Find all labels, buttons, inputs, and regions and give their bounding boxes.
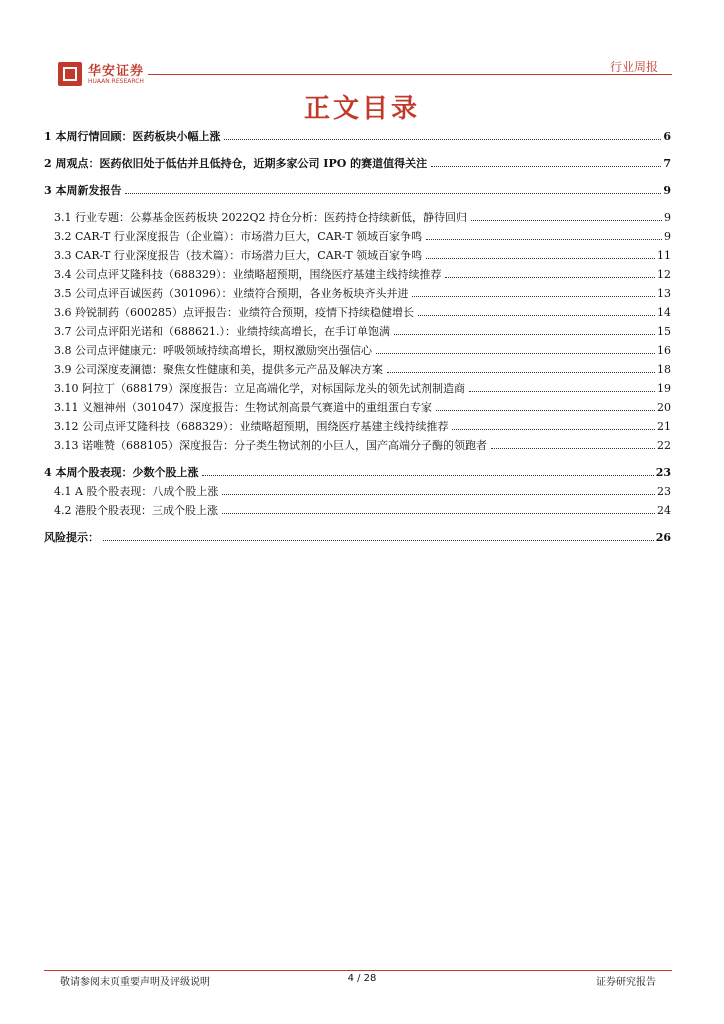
toc-entry[interactable] [44,504,671,517]
toc-leader-dots [224,139,661,140]
toc-entry-page: 22 [657,439,671,452]
toc-entry-label: 3.3 CAR-T 行业深度报告（技术篇）：市场潜力巨大，CAR-T 领域百家争鸣 [54,249,423,262]
toc-entry-page: 13 [657,287,671,300]
toc-entry-label: 3 本周新发报告 [44,184,122,197]
toc-entry-page: 6 [663,130,671,143]
toc-leader-dots [469,391,655,392]
toc-entry-page: 15 [657,325,671,338]
toc-entry[interactable] [44,306,671,319]
toc-entry[interactable] [44,325,671,338]
toc-leader-dots [103,540,654,541]
report-type: 行业周报 [609,60,658,74]
toc-entry-label: 3.6 羚锐制药（600285）点评报告：业绩符合预期，疫情下持续稳健增长 [54,306,414,319]
toc-entry-label: 3.13 诺唯赞（688105）深度报告：分子类生物试剂的小巨人，国产高端分子酶的领跑者 [54,439,487,452]
toc-entry-page: 20 [657,401,671,414]
toc-entry-label: 3.12 公司点评艾隆科技（688329）：业绩略超预期，围绕医疗基建主线持续推荐 [54,420,449,433]
toc-entry-page: 21 [657,420,671,433]
toc-leader-dots [426,239,662,240]
toc-entry[interactable] [44,268,671,281]
toc-leader-dots [471,220,662,221]
footer-divider [44,970,672,971]
toc-entry-page: 24 [657,504,671,517]
toc-entry-page: 16 [657,344,671,357]
toc-leader-dots [125,193,661,194]
toc-leader-dots [452,429,655,430]
toc-entry-label: 3.4 公司点评艾隆科技（688329）：业绩略超预期，围绕医疗基建主线持续推荐 [54,268,442,281]
toc-entry[interactable] [44,344,671,357]
toc-leader-dots [222,494,655,495]
toc-entry[interactable] [44,531,671,544]
toc-entry-page: 23 [655,466,671,479]
footer-disclaimer: 敬请参阅末页重要声明及评级说明 [60,977,210,988]
toc-entry-page: 19 [657,382,671,395]
logo-subtext: HUAAN RESEARCH [88,78,144,85]
toc-entry[interactable] [44,230,671,243]
toc-entry-label: 3.5 公司点评百诚医药（301096）：业绩符合预期，各业务板块齐头并进 [54,287,409,300]
toc-entry-label: 4.2 港股个股表现：三成个股上涨 [54,504,218,517]
toc-leader-dots [436,410,655,411]
page-title: 正文目录 [303,94,420,124]
toc-entry-page: 9 [663,184,671,197]
toc-entry-label: 3.11 义翘神州（301047）深度报告：生物试剂高景气赛道中的重组蛋白专家 [54,401,432,414]
footer-doc-type: 证券研究报告 [596,977,656,988]
toc-entry[interactable] [44,157,671,170]
toc-leader-dots [445,277,655,278]
toc-leader-dots [418,315,655,316]
toc-entry[interactable] [44,420,671,433]
toc-leader-dots [394,334,655,335]
toc-entry-label: 3.2 CAR-T 行业深度报告（企业篇）：市场潜力巨大，CAR-T 领域百家争鸣 [54,230,423,243]
logo-seal-icon [58,62,82,86]
toc-entry[interactable] [44,287,671,300]
toc-leader-dots [431,166,661,167]
toc-entry-label: 4 本周个股表现：少数个股上涨 [44,466,199,479]
toc-entry-label: 3.10 阿拉丁（688179）深度报告：立足高端化学，对标国际龙头的领先试剂制造商 [54,382,465,395]
toc-entry[interactable] [44,382,671,395]
page-header [52,56,672,88]
toc-entry-page: 7 [663,157,671,170]
toc-entry-page: 9 [664,211,671,224]
toc-entry-label: 3.1 行业专题：公募基金医药板块 2022Q2 持仓分析：医药持仓持续新低，静待回归 [54,211,467,224]
toc-entry-label: 4.1 A 股个股表现：八成个股上涨 [54,485,219,498]
toc-entry[interactable] [44,211,671,224]
toc-leader-dots [222,513,655,514]
toc-entry[interactable] [44,130,671,143]
toc-leader-dots [376,353,655,354]
toc-entry-label: 1 本周行情回顾：医药板块小幅上涨 [44,130,221,143]
toc-leader-dots [491,448,655,449]
toc-leader-dots [412,296,655,297]
toc-entry[interactable] [44,184,671,197]
table-of-contents [44,130,671,550]
toc-entry-page: 12 [657,268,671,281]
page-number: 4 / 28 [347,973,377,984]
toc-entry[interactable] [44,249,671,262]
toc-entry-page: 23 [657,485,671,498]
toc-entry[interactable] [44,401,671,414]
toc-entry-label: 3.9 公司深度麦澜德：聚焦女性健康和美，提供多元产品及解决方案 [54,363,383,376]
toc-entry[interactable] [44,439,671,452]
toc-entry-page: 11 [657,249,671,262]
toc-leader-dots [202,475,653,476]
toc-entry-page: 14 [657,306,671,319]
toc-entry[interactable] [44,485,671,498]
toc-entry-page: 26 [655,531,671,544]
toc-entry-page: 9 [664,230,671,243]
toc-entry-label: 风险提示： [44,531,99,544]
toc-leader-dots [426,258,655,259]
toc-entry-page: 18 [657,363,671,376]
logo-text: 华安证券 [88,64,145,79]
toc-entry-label: 2 周观点：医药依旧处于低估并且低持仓，近期多家公司 IPO 的赛道值得关注 [44,157,428,170]
toc-leader-dots [387,372,655,373]
toc-entry-label: 3.7 公司点评阳光诺和（688621.）：业绩持续高增长，在手订单饱满 [54,325,390,338]
toc-entry-label: 3.8 公司点评健康元：呼吸领域持续高增长，期权激励突出强信心 [54,344,372,357]
header-divider [148,74,672,75]
toc-entry[interactable] [44,466,671,479]
toc-entry[interactable] [44,363,671,376]
